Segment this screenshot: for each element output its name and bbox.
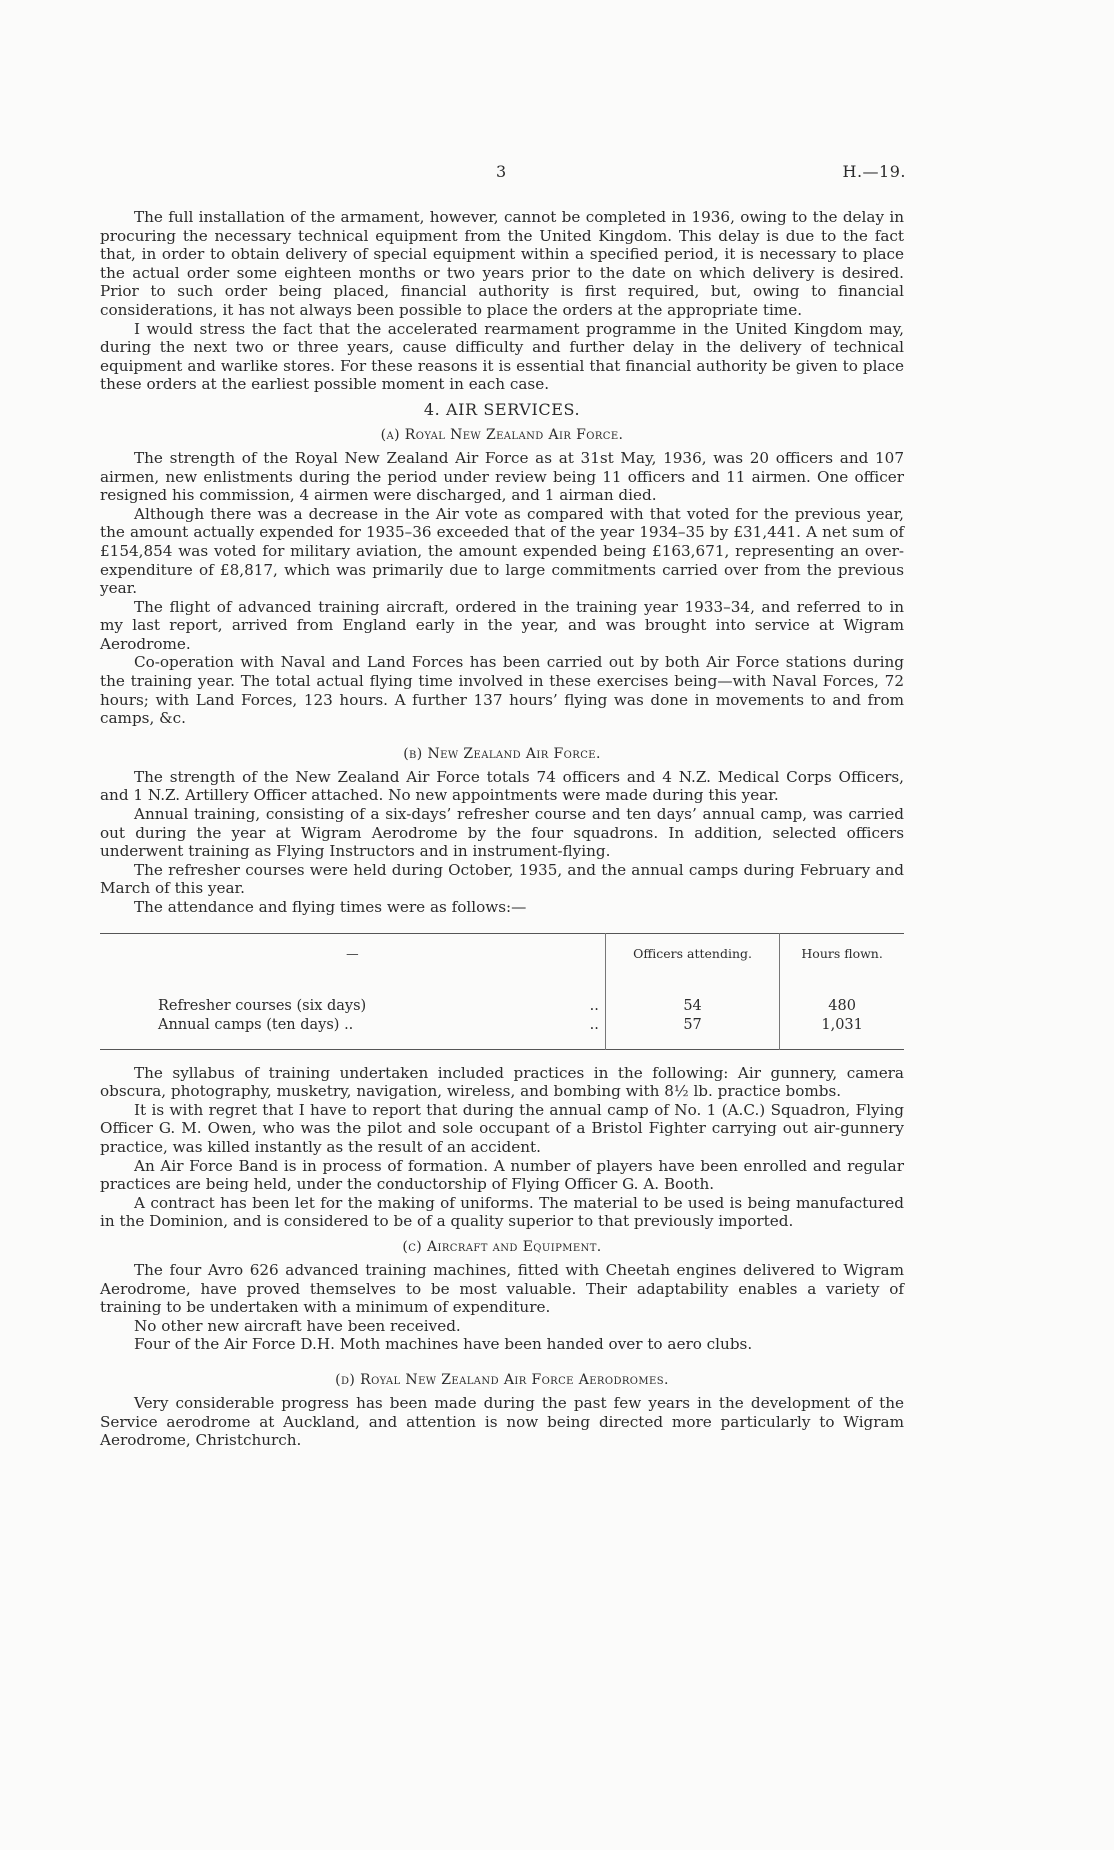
paragraph: No other new aircraft have been received.: [134, 1316, 461, 1335]
paragraph: An Air Force Band is in process of formation. A number of players have been enrolled and regular practices are being held, under the conductorship of Flying Officer G. A. Booth.: [100, 1156, 904, 1194]
row-leader-dots: ..: [589, 997, 599, 1014]
paragraph: It is with regret that I have to report that during the annual camp of No. 1 (A.C.) Squadron, Flying Officer G. M. Owen, who was the pilot and sole occupant of a Bristol Fighter carrying out air-gunnery practice, was killed instantly as the result of an accident.: [100, 1100, 904, 1156]
paragraph: The flight of advanced training aircraft, ordered in the training year 1933–34, and referred to in my last report, arrived from England early in the year, and was brought into service at Wigram Aerodrome.: [100, 597, 904, 653]
subsection-heading: (d) Royal New Zealand Air Force Aerodromes.: [335, 1371, 669, 1388]
paragraph: A contract has been let for the making of uniforms. The material to be used is being manufactured in the Dominion, and is considered to be of a quality superior to that previously imported.: [100, 1193, 904, 1231]
paragraph: Very considerable progress has been made during the past few years in the development of the Service aerodrome at Auckland, and attention is now being directed more particularly to Wigram Aerodrome, Christchurch.: [100, 1393, 904, 1450]
page-content: [100, 208, 904, 1450]
paragraph: The strength of the New Zealand Air Force totals 74 officers and 4 N.Z. Medical Corps Officers, and 1 N.Z. Artillery Officer attached. No new appointments were made during this year.: [100, 767, 904, 805]
page-number: 3: [496, 162, 507, 181]
paragraph: The strength of the Royal New Zealand Air Force as at 31st May, 1936, was 20 officers and 107 airmen, new enlistments during the period under review being 11 officers and 11 airmen. One officer resigned his commission, 4 airmen were discharged, and 1 airman died.: [100, 448, 904, 505]
row-hours: 480: [780, 971, 904, 1016]
subsection-heading: (b) New Zealand Air Force.: [403, 745, 601, 762]
paragraph: Although there was a decrease in the Air vote as compared with that voted for the previous year, the amount actually expended for 1935–36 exceeded that of the year 1934–35 by £31,441. A net sum of £154,854 was voted for military aviation, the amount expended being £163,671, representing an over-expenditure of £8,817, which was primarily due to large commitments carried over from the previous year.: [100, 504, 904, 598]
paragraph: Co-operation with Naval and Land Forces has been carried out by both Air Force stations during the training year. The total actual flying time involved in these exercises being—with Naval Forces, 72 hours; with Land Forces, 123 hours. A further 137 hours’ flying was done in movements to and from camps, &c.: [100, 653, 904, 728]
paragraph: The attendance and flying times were as follows:—: [134, 898, 527, 916]
paragraph: The full installation of the armament, however, cannot be completed in 1936, owing to the delay in procuring the necessary technical equipment from the United Kingdom. This delay is due to the fact that, in order to obtain delivery of special equipment within a specified period, it is necessary to place the actual order some eighteen months or two years prior to the date on which delivery is desired. Prior to such order being placed, financial authority is first required, but, owing to financial considerations, it has not always been possible to place the orders at the appropriate time.: [100, 208, 904, 319]
row-label: Annual camps (ten days) ..: [158, 1016, 354, 1033]
subsection-heading: (a) Royal New Zealand Air Force.: [380, 426, 624, 443]
row-leader-dots: ..: [589, 1016, 599, 1033]
row-officers: 54: [605, 971, 779, 1016]
attendance-table-wrapper: [100, 933, 904, 1050]
paper-reference: H.—19.: [842, 162, 906, 181]
paragraph: The four Avro 626 advanced training machines, fitted with Cheetah engines delivered to Wigram Aerodrome, have proved themselves to be most valuable. Their adaptability enables a variety of training to be undertaken with a minimum of expenditure.: [100, 1260, 904, 1317]
paragraph: I would stress the fact that the accelerated rearmament programme in the United Kingdom may, during the next two or three years, cause difficulty and further delay in the delivery of technical equipment and warlike stores. For these reasons it is essential that financial authority be given to place these orders at the earliest possible moment in each case.: [100, 319, 904, 394]
section-title: 4. AIR SERVICES.: [423, 399, 581, 419]
table-row: [100, 971, 904, 1016]
paragraph: Annual training, consisting of a six-days’ refresher course and ten days’ annual camp, was carried out during the year at Wigram Aerodrome by the four squadrons. In addition, selected officers underwent training as Flying Instructors and in instrument-flying.: [100, 805, 904, 861]
table-header-hours: Hours flown.: [780, 933, 904, 971]
table-header-officers: Officers attending.: [605, 933, 779, 971]
row-hours: 1,031: [780, 1016, 904, 1050]
table-header-blank: —: [346, 945, 359, 961]
attendance-table: [100, 933, 904, 1050]
paragraph: The refresher courses were held during October, 1935, and the annual camps during February and March of this year.: [100, 860, 904, 898]
paragraph: Four of the Air Force D.H. Moth machines have been handed over to aero clubs.: [134, 1335, 753, 1354]
row-label: Refresher courses (six days): [158, 997, 367, 1014]
table-row: [100, 1016, 904, 1050]
table-header-row: [100, 933, 904, 971]
subsection-heading: (c) Aircraft and Equipment.: [402, 1238, 602, 1255]
paragraph: The syllabus of training undertaken included practices in the following: Air gunnery, camera obscura, photography, musketry, navigation, wireless, and bombing with 8½ lb. practice bombs.: [100, 1063, 904, 1101]
row-officers: 57: [605, 1016, 779, 1050]
